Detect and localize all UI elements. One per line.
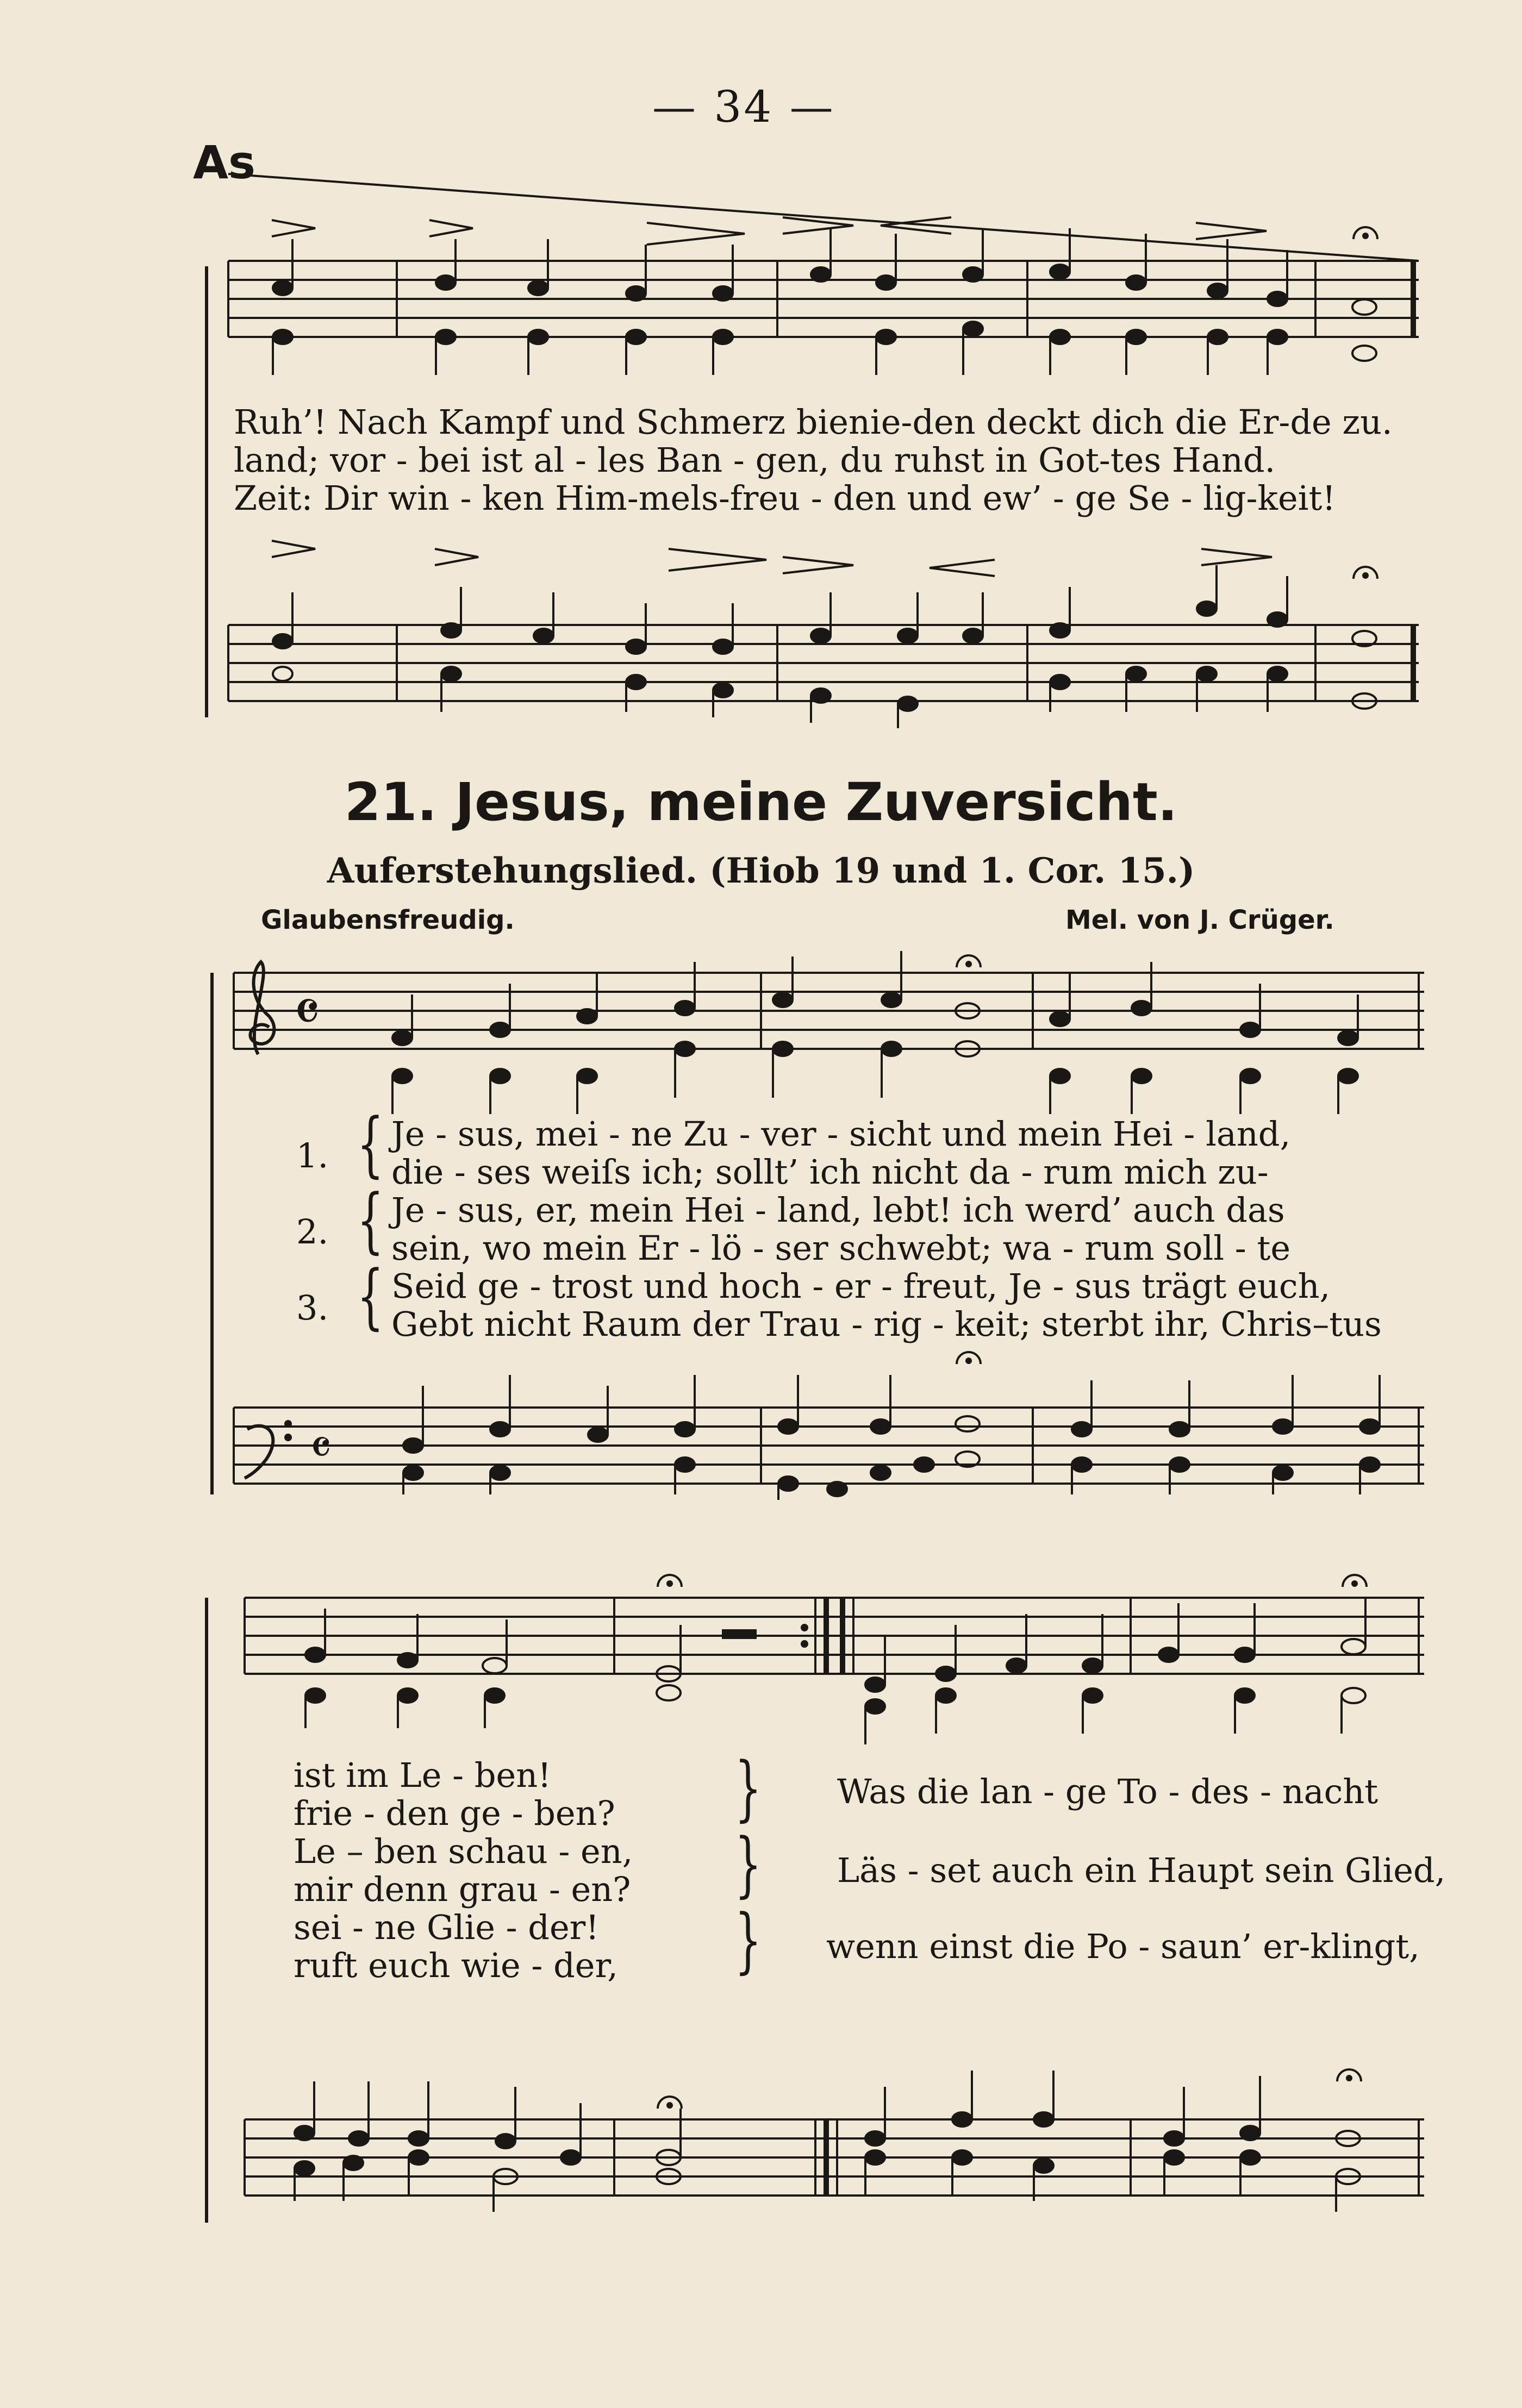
melody-credit: Mel. von J. Crüger. — [1065, 905, 1334, 935]
ending-line: mir denn grau - en? — [294, 1869, 631, 1909]
hymn-subtitle: Auferstehungslied. (Hiob 19 und 1. Cor. 15.) — [327, 850, 1195, 891]
verse-brace: { — [357, 1255, 384, 1337]
tempo-marking: Glaubensfreudig. — [261, 905, 515, 935]
verse-brace: { — [357, 1179, 384, 1261]
ending-line: ist im Le - ben! — [294, 1755, 552, 1795]
hymn-title: 21. Jesus, meine Zuversicht. — [344, 772, 1178, 833]
svg-text:𝄴: 𝄴 — [310, 1419, 332, 1477]
top-lyric-line: land; vor - bei ist al - les Ban - gen, du ruhst in Got-tes Hand. — [234, 440, 1276, 480]
refrain-line: wenn einst die Po - saun’ er-klingt, — [826, 1927, 1420, 1966]
ending-line: sei - ne Glie - der! — [294, 1907, 600, 1947]
top-lyric-line: Zeit: Dir win - ken Him-mels-freu - den und ew’ - ge Se - lig-keit! — [234, 478, 1336, 518]
svg-text:𝄴: 𝄴 — [294, 977, 321, 1047]
top-lyric-line: Ruh’! Nach Kampf und Schmerz bienie-den deckt dich die Er-de zu. — [234, 402, 1393, 442]
verse-line: Je - sus, er, mein Hei - land, lebt! ich werd’ auch das — [391, 1190, 1285, 1230]
verse-brace: { — [357, 1103, 384, 1185]
refrain-line: Läs - set auch ein Haupt sein Glied, — [837, 1850, 1446, 1890]
verse-line: Gebt nicht Raum der Trau - rig - keit; sterbt ihr, Chris–tus — [391, 1304, 1382, 1344]
refrain-line: Was die lan - ge To - des - nacht — [837, 1772, 1378, 1811]
verse-number: 2. — [296, 1212, 329, 1252]
verse-line: Seid ge - trost und hoch - er - freut, Je - sus trägt euch, — [391, 1266, 1331, 1306]
ending-line: frie - den ge - ben? — [294, 1793, 615, 1833]
ending-line: Le – ben schau - en, — [294, 1831, 633, 1871]
verse-number: 3. — [296, 1288, 329, 1328]
key-label: As — [193, 136, 256, 189]
verse-line: Je - sus, mei - ne Zu - ver - sicht und mein Hei - land, — [391, 1114, 1291, 1154]
ending-line: ruft euch wie - der, — [294, 1946, 618, 1985]
page-number: — 34 — — [652, 82, 835, 132]
verse-number: 1. — [296, 1136, 329, 1175]
ending-brace: } — [734, 1747, 762, 1829]
ending-brace: } — [734, 1823, 762, 1905]
ending-brace: } — [734, 1899, 762, 1981]
verse-line: die - ses weiſs ich; sollt’ ich nicht da - rum mich zu- — [391, 1152, 1269, 1192]
verse-line: sein, wo mein Er - lö - ser schwebt; wa - rum soll - te — [391, 1228, 1291, 1268]
